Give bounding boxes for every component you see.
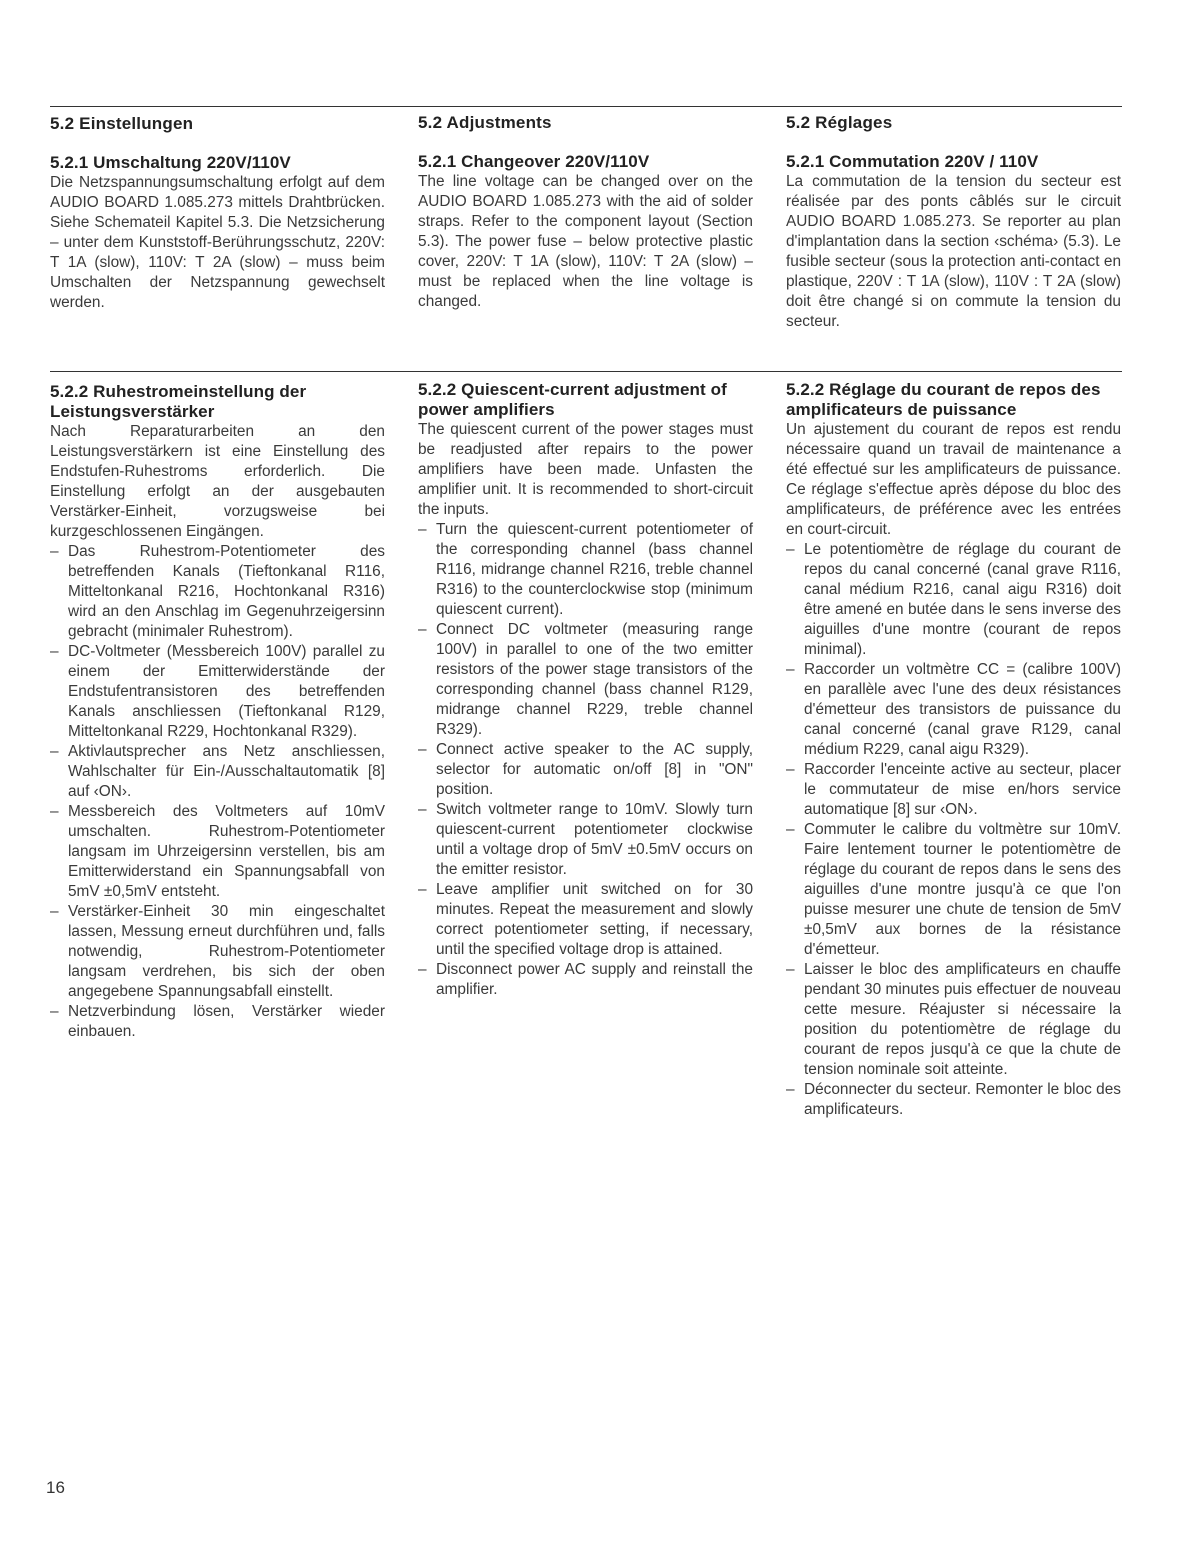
- list-item: – Netzverbindung lösen, Verstärker wieder einbauen.: [50, 1002, 385, 1042]
- list-item: – Déconnecter du secteur. Remonter le bloc des amplificateurs.: [786, 1080, 1121, 1120]
- fr-changeover-heading: 5.2.1 Commutation 220V / 110V: [786, 152, 1039, 171]
- list-item: – Switch voltmeter range to 10mV. Slowly turn quiescent-current potentiometer clockwise until a voltage drop of 5mV ±0.5mV occurs on the emitter resistor.: [418, 800, 753, 880]
- list-item: – Connect DC voltmeter (measuring range 100V) in parallel to one of the two emitter resistors of the power stage transistors of the corresponding channel (bass channel R129, midrange channel R229, treble channel R329).: [418, 620, 753, 740]
- de-quiescent-intro: Nach Reparaturarbeiten an den Leistungsverstärkern ist eine Einstellung des Endstufen-Ruhestroms erforderlich. Die Einstellung erfolgt an der ausgebauten Verstärker-Einheit, vorzugsweise bei kurzgeschlossenen Eingängen.: [50, 423, 385, 540]
- list-item: – Commuter le calibre du voltmètre sur 10mV. Faire lentement tourner le potentiomètre de réglage du courant de repos dans le sens des aiguilles d'une montre jusqu'à ce que l'on puisse mesurer une chute de tension de 5mV ±0,5mV aux bornes de la résistance d'émetteur.: [786, 820, 1121, 960]
- list-item: – Turn the quiescent-current potentiometer of the corresponding channel (bass channel R116, midrange channel R216, treble channel R316) to the counterclockwise stop (minimum quiescent current).: [418, 520, 753, 620]
- list-item: – Das Ruhestrom-Potentiometer des betreffenden Kanals (Tieftonkanal R116, Mitteltonkanal R216, Hochtonkanal R316) wird an den Anschlag im Gegenuhrzeigersinn gebracht (minimaler Ruhestrom).: [50, 542, 385, 642]
- list-item: – Le potentiomètre de réglage du courant de repos du canal concerné (canal grave R116, canal médium R216, canal aigu R316) doit être amené en butée dans le sens inverse des aiguilles d'une montre (courant de repos minimal).: [786, 540, 1121, 660]
- fr-quiescent-heading: 5.2.2 Réglage du courant de repos des amplificateurs de puissance: [786, 380, 1101, 419]
- en-steps-list: [418, 520, 753, 1000]
- fr-changeover-text: La commutation de la tension du secteur est réalisée par des ponts câblés sur le circuit AUDIO BOARD 1.085.273. Se reporter au plan d'implantation dans la section ‹schéma› (5.3). Le fusible secteur (sous la protection anti-contact en plastique, 220V : T 1A (slow), 110V : T 2A (slow) doit être changé si on commute la tension du secteur.: [786, 173, 1121, 330]
- list-item: – Leave amplifier unit switched on for 30 minutes. Repeat the measurement and slowly correct potentiometer setting, if necessary, until the specified voltage drop is attained.: [418, 880, 753, 960]
- list-item: – Raccorder l'enceinte active au secteur, placer le commutateur de mise en/hors service automatique [8] sur ‹ON›.: [786, 760, 1121, 820]
- de-quiescent-heading: 5.2.2 Ruhestromeinstellung der Leistungsverstärker: [50, 382, 307, 421]
- en-quiescent-intro: The quiescent current of the power stages must be readjusted after repairs to the power amplifiers have been made. Unfasten the amplifier unit. It is recommended to short-circuit the inputs.: [418, 421, 753, 518]
- en-changeover-text: The line voltage can be changed over on the AUDIO BOARD 1.085.273 with the aid of solder straps. Refer to the component layout (Section 5.3). The power fuse – below protective plastic cover, 220V: T 1A (slow), 110V: T 2A (slow) – must be replaced when the line voltage is changed.: [418, 173, 753, 310]
- fr-section-adjustments: [786, 113, 1121, 332]
- middle-rule: [50, 371, 1122, 372]
- page-number: 16: [46, 1478, 65, 1497]
- de-changeover-heading: 5.2.1 Umschaltung 220V/110V: [50, 153, 291, 172]
- fr-quiescent-current-section: [786, 380, 1121, 1120]
- list-item: – Connect active speaker to the AC supply, selector for automatic on/off [8] in "ON" position.: [418, 740, 753, 800]
- en-changeover-heading: 5.2.1 Changeover 220V/110V: [418, 152, 650, 171]
- fr-quiescent-intro: Un ajustement du courant de repos est rendu nécessaire quand un travail de maintenance a été effectué sur les amplificateurs de puissance. Ce réglage s'effectue après dépose du bloc des amplificateurs, de préférence avec les entrées en court-circuit.: [786, 421, 1121, 538]
- en-quiescent-current-section: [418, 380, 753, 1000]
- en-quiescent-heading: 5.2.2 Quiescent-current adjustment of power amplifiers: [418, 380, 727, 419]
- list-item: – Aktivlautsprecher ans Netz anschliessen, Wahlschalter für Ein-/Ausschaltautomatik [8] auf ‹ON›.: [50, 742, 385, 802]
- de-quiescent-current-section: [50, 382, 385, 1042]
- en-section-title: 5.2 Adjustments: [418, 113, 552, 132]
- list-item: – Laisser le bloc des amplificateurs en chauffe pendant 30 minutes puis effectuer de nouveau cette mesure. Réajuster si nécessaire la position du potentiomètre de réglage du courant de repos jusqu'à ce que la chute de tension nominale soit atteinte.: [786, 960, 1121, 1080]
- fr-steps-list: [786, 540, 1121, 1120]
- list-item: – Disconnect power AC supply and reinstall the amplifier.: [418, 960, 753, 1000]
- list-item: – DC-Voltmeter (Messbereich 100V) parallel zu einem der Emitterwiderstände der Endstufentransistoren des betreffenden Kanals anschliessen (Tieftonkanal R129, Mitteltonkanal R229, Hochtonkanal R329).: [50, 642, 385, 742]
- en-section-adjustments: [418, 113, 753, 312]
- list-item: – Raccorder un voltmètre CC = (calibre 100V) en parallèle avec l'une des deux résistances d'émetteur des transistors de puissance du canal concerné (canal grave R129, canal médium R229, canal aigu R329).: [786, 660, 1121, 760]
- de-section-title: 5.2 Einstellungen: [50, 114, 194, 133]
- de-steps-list: [50, 542, 385, 1042]
- de-changeover-text: Die Netzspannungsumschaltung erfolgt auf dem AUDIO BOARD 1.085.273 mittels Drahtbrücken. Siehe Schemateil Kapitel 5.3. Die Netzsicherung – unter dem Kunststoff-Berührungsschutz, 220V: T 1A (slow), 110V: T 2A (slow) – muss beim Umschalten der Netzspannung gewechselt werden.: [50, 174, 385, 311]
- list-item: – Messbereich des Voltmeters auf 10mV umschalten. Ruhestrom-Potentiometer langsam im Uhrzeigersinn verstellen, bis am Emitterwiderstand ein Spannungsabfall von 5mV ±0,5mV entsteht.: [50, 802, 385, 902]
- list-item: – Verstärker-Einheit 30 min eingeschaltet lassen, Messung erneut durchführen und, falls notwendig, Ruhestrom-Potentiometer langsam verdrehen, bis sich der oben angegebene Spannungsabfall einstellt.: [50, 902, 385, 1002]
- top-rule: [50, 106, 1122, 107]
- fr-section-title: 5.2 Réglages: [786, 113, 893, 132]
- de-section-adjustments: [50, 114, 385, 313]
